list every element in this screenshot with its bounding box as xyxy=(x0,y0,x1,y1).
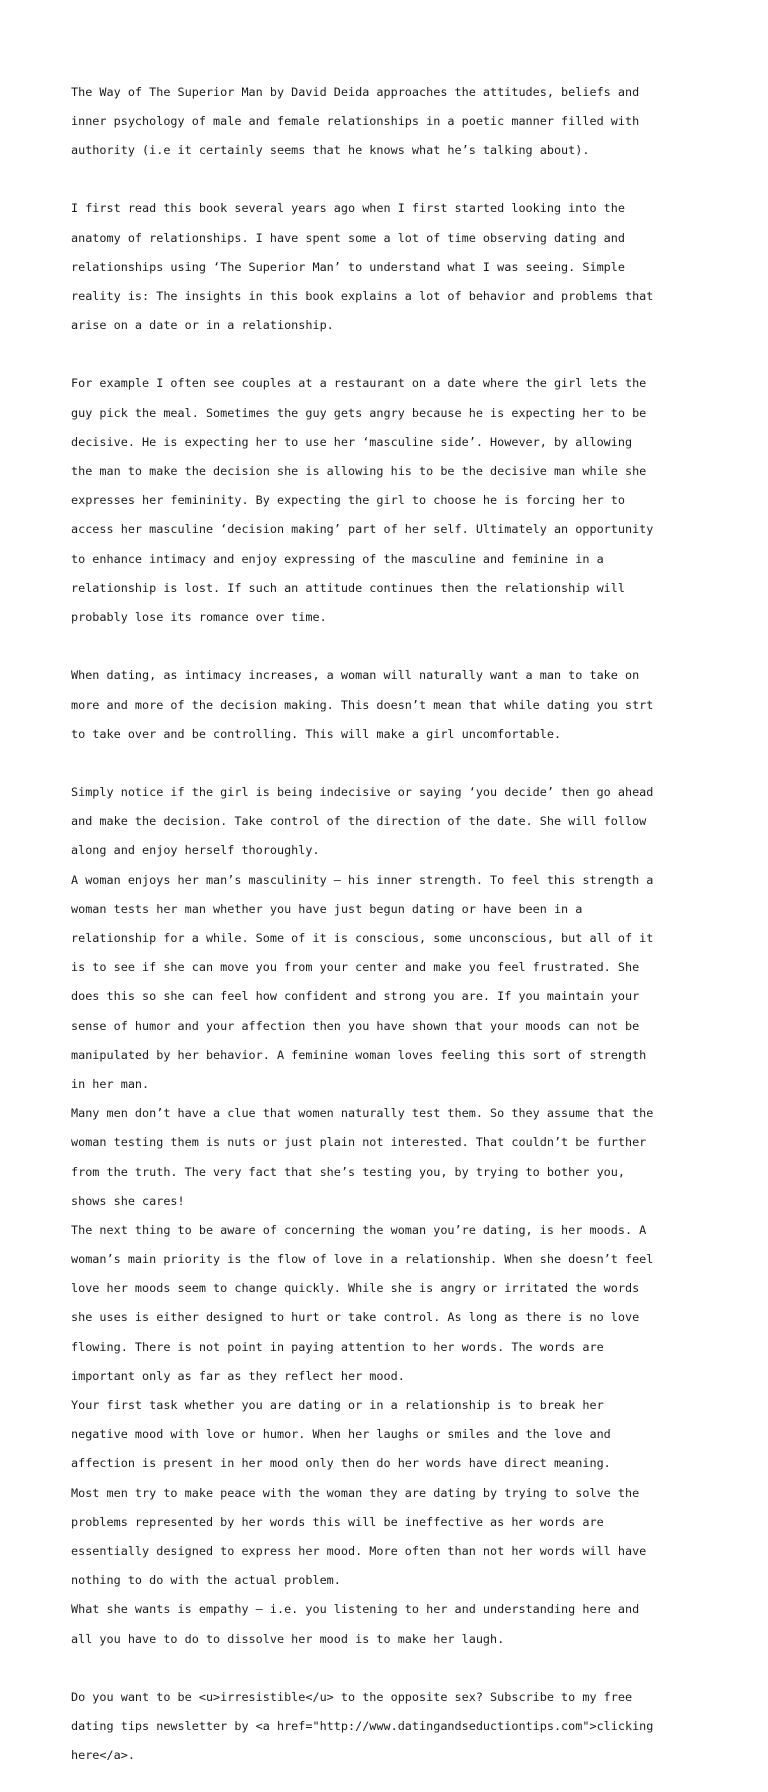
text-line: love her moods seem to change quickly. While she is angry or irritated the words xyxy=(71,1281,640,1296)
text-line: Do you want to be <u>irresistible</u> to the opposite sex? Subscribe to my free xyxy=(71,1689,633,1704)
paragraph-intro xyxy=(71,70,711,172)
document-body xyxy=(71,70,711,1792)
text-line: For example I often see couples at a restaurant on a date where the girl lets the xyxy=(71,376,647,391)
text-line: When dating, as intimacy increases, a woman will naturally want a man to take on xyxy=(71,668,640,683)
text-line: The next thing to be aware of concerning the woman you’re dating, is her moods. A xyxy=(71,1222,647,1237)
text-line: A woman enjoys her man’s masculinity – his inner strength. To feel this strength a xyxy=(71,872,654,887)
text-line: does this so she can feel how confident and strong you are. If you maintain your xyxy=(71,989,640,1004)
text-line: anatomy of relationships. I have spent some a lot of time observing dating and xyxy=(71,230,625,245)
text-line: flowing. There is not point in paying attention to her words. The words are xyxy=(71,1339,604,1354)
text-line: essentially designed to express her mood. More often than not her words will have xyxy=(71,1543,647,1558)
text-line: Most men try to make peace with the woman they are dating by trying to solve the xyxy=(71,1485,640,1500)
text-line: important only as far as they reflect her mood. xyxy=(71,1368,405,1383)
text-line: I first read this book several years ago when I first started looking into the xyxy=(71,201,625,216)
text-line: relationships using ‘The Superior Man’ to understand what I was seeing. Simple xyxy=(71,259,625,274)
text-line: dating tips newsletter by <a href="http://www.datingandseductiontips.com">clicking xyxy=(71,1719,654,1734)
text-line: The Way of The Superior Man by David Deida approaches the attitudes, beliefs and xyxy=(71,84,640,99)
text-line: to enhance intimacy and enjoy expressing of the masculine and feminine in a xyxy=(71,551,604,566)
text-line: is to see if she can move you from your center and make you feel frustrated. She xyxy=(71,960,640,975)
text-line: the man to make the decision she is allowing his to be the decisive man while she xyxy=(71,464,647,479)
text-line: reality is: The insights in this book explains a lot of behavior and problems that xyxy=(71,288,654,303)
text-line: problems represented by her words this will be ineffective as her words are xyxy=(71,1514,604,1529)
text-line: inner psychology of male and female relationships in a poetic manner filled with xyxy=(71,113,640,128)
text-line: from the truth. The very fact that she’s testing you, by trying to bother you, xyxy=(71,1164,625,1179)
text-line: sense of humor and your affection then you have shown that your moods can not be xyxy=(71,1018,640,1033)
text-line: all you have to do to dissolve her mood is to make her laugh. xyxy=(71,1631,505,1646)
text-line: guy pick the meal. Sometimes the guy gets angry because he is expecting her to be xyxy=(71,405,647,420)
text-line: expresses her femininity. By expecting the girl to choose he is forcing her to xyxy=(71,493,625,508)
paragraph-newsletter xyxy=(71,1675,711,1777)
text-line: Many men don’t have a clue that women naturally test them. So they assume that the xyxy=(71,1106,654,1121)
text-line: affection is present in her mood only then do her words have direct meaning. xyxy=(71,1456,611,1471)
text-line: negative mood with love or humor. When her laughs or smiles and the love and xyxy=(71,1427,611,1442)
text-line: nothing to do with the actual problem. xyxy=(71,1573,341,1588)
text-line: in her man. xyxy=(71,1076,150,1091)
text-line: access her masculine ‘decision making’ part of her self. Ultimately an opportunity xyxy=(71,522,654,537)
paragraph-intimacy xyxy=(71,654,711,756)
text-line: Simply notice if the girl is being indecisive or saying ‘you decide’ then go ahead xyxy=(71,785,654,800)
text-line: What she wants is empathy – i.e. you listening to her and understanding here and xyxy=(71,1602,640,1617)
paragraph-first-read xyxy=(71,187,711,348)
text-line: she uses is either designed to hurt or take control. As long as there is no love xyxy=(71,1310,640,1325)
text-line: manipulated by her behavior. A feminine woman loves feeling this sort of strength xyxy=(71,1047,647,1062)
text-line: more and more of the decision making. This doesn’t mean that while dating you strt xyxy=(71,697,654,712)
text-line: probably lose its romance over time. xyxy=(71,609,327,624)
text-line: Your first task whether you are dating or in a relationship is to break her xyxy=(71,1398,604,1413)
paragraph-main xyxy=(71,771,711,1661)
text-line: arise on a date or in a relationship. xyxy=(71,318,334,333)
text-line: relationship for a while. Some of it is conscious, some unconscious, but all of it xyxy=(71,931,654,946)
text-line: woman tests her man whether you have just begun dating or have been in a xyxy=(71,901,583,916)
text-line: shows she cares! xyxy=(71,1193,185,1208)
text-line: to take over and be controlling. This will make a girl uncomfortable. xyxy=(71,726,562,741)
text-line: decisive. He is expecting her to use her ‘masculine side’. However, by allowing xyxy=(71,434,633,449)
text-line: woman testing them is nuts or just plain not interested. That couldn’t be further xyxy=(71,1135,647,1150)
paragraph-example xyxy=(71,362,711,639)
text-line: along and enjoy herself thoroughly. xyxy=(71,843,320,858)
text-line: woman’s main priority is the flow of love in a relationship. When she doesn’t feel xyxy=(71,1252,654,1267)
text-line: and make the decision. Take control of the direction of the date. She will follow xyxy=(71,814,647,829)
text-line: relationship is lost. If such an attitude continues then the relationship will xyxy=(71,580,625,595)
text-line: authority (i.e it certainly seems that he knows what he’s talking about). xyxy=(71,142,590,157)
text-line: here</a>. xyxy=(71,1748,135,1763)
